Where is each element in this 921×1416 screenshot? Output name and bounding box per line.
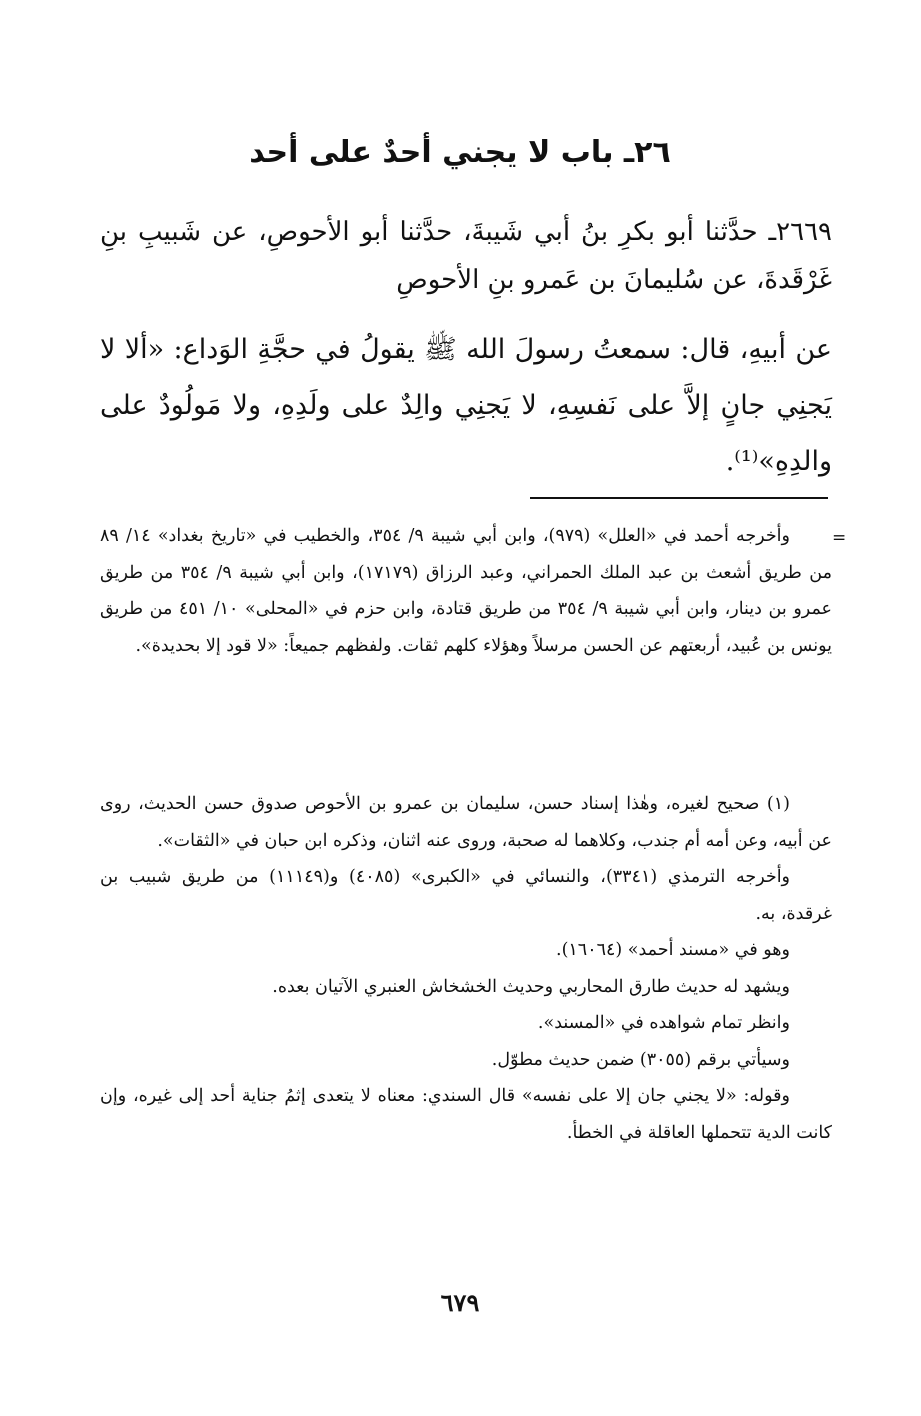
footnote-continuation-text: وأخرجه أحمد في «العلل» (٩٧٩)، وابن أبي شيبة ٩/ ٣٥٤، والخطيب في «تاريخ بغداد» ١٤/ ٨٩ من طريق أشعث بن عبد الملك الحمراني، وعبد الرزاق (١٧١٧٩)، وابن أبي شيبة ٩/ ٣٥٤ من طريق عمرو بن دينار، وابن أبي شيبة ٩/ ٣٥٤ من طريق قتادة، وابن حزم في «المحلى» ١٠/ ٤٥١ من طريق يونس بن عُبيد، أربعتهم عن الحسن مرسلاً وهؤلاء كلهم ثقات. ولفظهم جميعاً: «لا قود إلا بحديدة».	[100, 526, 833, 656]
page-number: ٦٧٩	[440, 1288, 480, 1317]
footnote-continuation	[100, 518, 832, 664]
chapter-heading: ٢٦ـ باب لا يجني أحدٌ على أحد	[249, 135, 671, 170]
hadith-isnad: ٢٦٦٩ـ حدَّثنا أبو بكرِ بنُ أبي شَيبةَ، حدَّثنا أبو الأحوصِ، عن شَبيبِ بنِ غَرْقَدةَ، عن سُليمانَ بن عَمرو بنِ الأحوصِ	[100, 217, 832, 295]
footnote-paragraph: وأخرجه الترمذي (٣٣٤١)، والنسائي في «الكبرى» (٤٠٨٥) و(١١١٤٩) من طريق شبيب بن غرقدة، به.	[100, 867, 832, 924]
hadith-matn: عن أبيهِ، قال: سمعتُ رسولَ الله ﷺ يقولُ في حجَّةِ الوَداع: «ألا لا يَجنِي جانٍ إلاَّ على نَفسِهِ، لا يَجنِي والِدٌ على ولَدِهِ، ولا مَولُودٌ على والدِهِ»⁽¹⁾.	[100, 334, 832, 477]
footnote-paragraph: وهو في «مسند أحمد» (١٦٠٦٤).	[556, 940, 790, 960]
footnote-paragraph: وسيأتي برقم (٣٠٥٥) ضمن حديث مطوّل.	[491, 1049, 790, 1070]
footnote-paragraph: وانظر تمام شواهده في «المسند».	[537, 1013, 790, 1033]
footnote-paragraph: (١) صحيح لغيره، وهٰذا إسناد حسن، سليمان بن عمرو بن الأحوص صدوق حسن الحديث، روى عن أبيه، وعن أمه أم جندب، وكلاهما له صحبة، وروى عنه اثنان، وذكره ابن حبان في «الثقات».	[100, 794, 832, 851]
footnote-separator	[530, 497, 828, 499]
footnote-paragraph: ويشهد له حديث طارق المحاربي وحديث الخشخاش العنبري الآتيان بعده.	[272, 976, 790, 997]
footnote-paragraph: وقوله: «لا يجني جان إلا على نفسه» قال السندي: معناه لا يتعدى إثمُ جناية أحد إلى غيره، وإن كانت الدية تتحملها العاقلة في الخطأ.	[100, 1086, 832, 1143]
continuation-mark: =	[832, 528, 847, 548]
footnote-1	[100, 786, 832, 1151]
